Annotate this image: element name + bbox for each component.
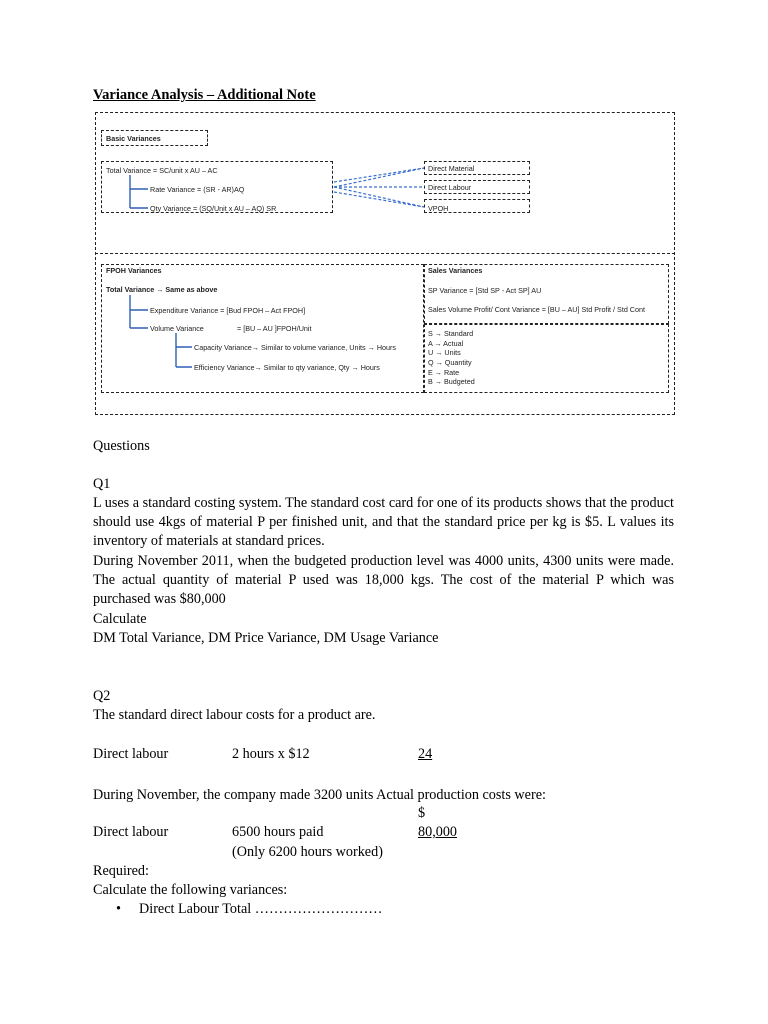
fan-connectors xyxy=(334,168,424,207)
legend-quantity: Q → Quantity xyxy=(428,358,472,367)
fpoh-header: FPOH Variances xyxy=(106,266,162,275)
calc-following: Calculate the following variances: xyxy=(93,882,288,898)
required-label: Required: xyxy=(93,863,149,879)
sp-variance-formula: SP Variance = [Std SP - Act SP] AU xyxy=(428,286,542,295)
arrow-icon: → xyxy=(156,285,164,294)
fpoh-total-prefix: Total Variance xyxy=(106,285,155,294)
std-row-amount: 24 xyxy=(418,746,433,762)
q1-paragraph-2: During November 2011, when the budgeted production level was 4000 units, 4300 units were made. The actual quantity of material P used was 18,000 kgs. The cost of the material P which was purchased was $80,000 xyxy=(93,553,674,608)
expenditure-variance-formula: Expenditure Variance = [Bud FPOH – Act FPOH] xyxy=(150,306,306,315)
bullet-icon: • xyxy=(116,901,121,917)
total-variance-formula: Total Variance = SC/unit x AU – AC xyxy=(106,166,218,175)
q2-intro: The standard direct labour costs for a product are. xyxy=(93,707,376,723)
fpoh-total-suffix: Same as above xyxy=(165,285,218,294)
rate-variance-formula: Rate Variance = (SR - AR)AQ xyxy=(150,185,245,194)
q2-november-text: During November, the company made 3200 units Actual production costs were: xyxy=(93,787,546,803)
q1-calculate: Calculate xyxy=(93,611,147,627)
basic-tree-connector xyxy=(130,175,148,208)
actual-row-detail: 6500 hours paid xyxy=(232,824,324,840)
target-direct-material: Direct Material xyxy=(428,164,475,173)
q2-label: Q2 xyxy=(93,688,111,704)
volume-variance-label: Volume Variance xyxy=(150,324,204,333)
legend-rate: E → Rate xyxy=(428,367,460,377)
qty-variance-formula: Qty Variance = (SQ/Unit x AU – AQ) SR xyxy=(150,204,277,213)
actual-row-amount: 80,000 xyxy=(418,824,458,840)
efficiency-variance-note: Efficiency Variance→ Similar to qty variance, Qty → Hours xyxy=(194,363,380,372)
q1-label: Q1 xyxy=(93,476,111,492)
currency-header: $ xyxy=(418,805,426,821)
fpoh-tree-connector xyxy=(130,295,148,328)
sales-header: Sales Variances xyxy=(428,266,483,275)
actual-row-item: Direct labour xyxy=(93,824,169,840)
actual-row-note: (Only 6200 hours worked) xyxy=(232,844,383,860)
capacity-variance-note: Capacity Variance→ Similar to volume variance, Units → Hours xyxy=(194,343,396,352)
std-row-detail: 2 hours x $12 xyxy=(232,746,310,762)
target-direct-labour: Direct Labour xyxy=(428,183,472,192)
bullet-direct-labour-total: Direct Labour Total ……………………… xyxy=(139,901,383,917)
basic-variances-header: Basic Variances xyxy=(106,134,161,143)
sales-volume-variance-formula: Sales Volume Profit/ Cont Variance = [BU – AU] Std Profit / Std Cont xyxy=(428,305,645,314)
legend-standard: S → Standard xyxy=(428,329,474,338)
page-title: Variance Analysis – Additional Note xyxy=(93,87,316,103)
legend-budgeted: B → Budgeted xyxy=(428,377,475,386)
volume-subtree-connector xyxy=(176,333,192,367)
std-row-item: Direct labour xyxy=(93,746,169,762)
q1-tasks: DM Total Variance, DM Price Variance, DM Usage Variance xyxy=(93,630,439,646)
q1-paragraph-1: L uses a standard costing system. The standard cost card for one of its products shows that the product should use 4kgs of material P per finished unit, and that the standard price per kg is $5. L values its inventory of materials at standard prices. xyxy=(93,495,674,550)
legend-actual: A → Actual xyxy=(428,338,464,348)
target-vpoh: VPOH xyxy=(428,204,449,213)
volume-variance-formula: = [BU – AU ]FPOH/Unit xyxy=(237,324,312,333)
questions-heading: Questions xyxy=(93,438,150,454)
legend-units: U → Units xyxy=(428,348,461,357)
